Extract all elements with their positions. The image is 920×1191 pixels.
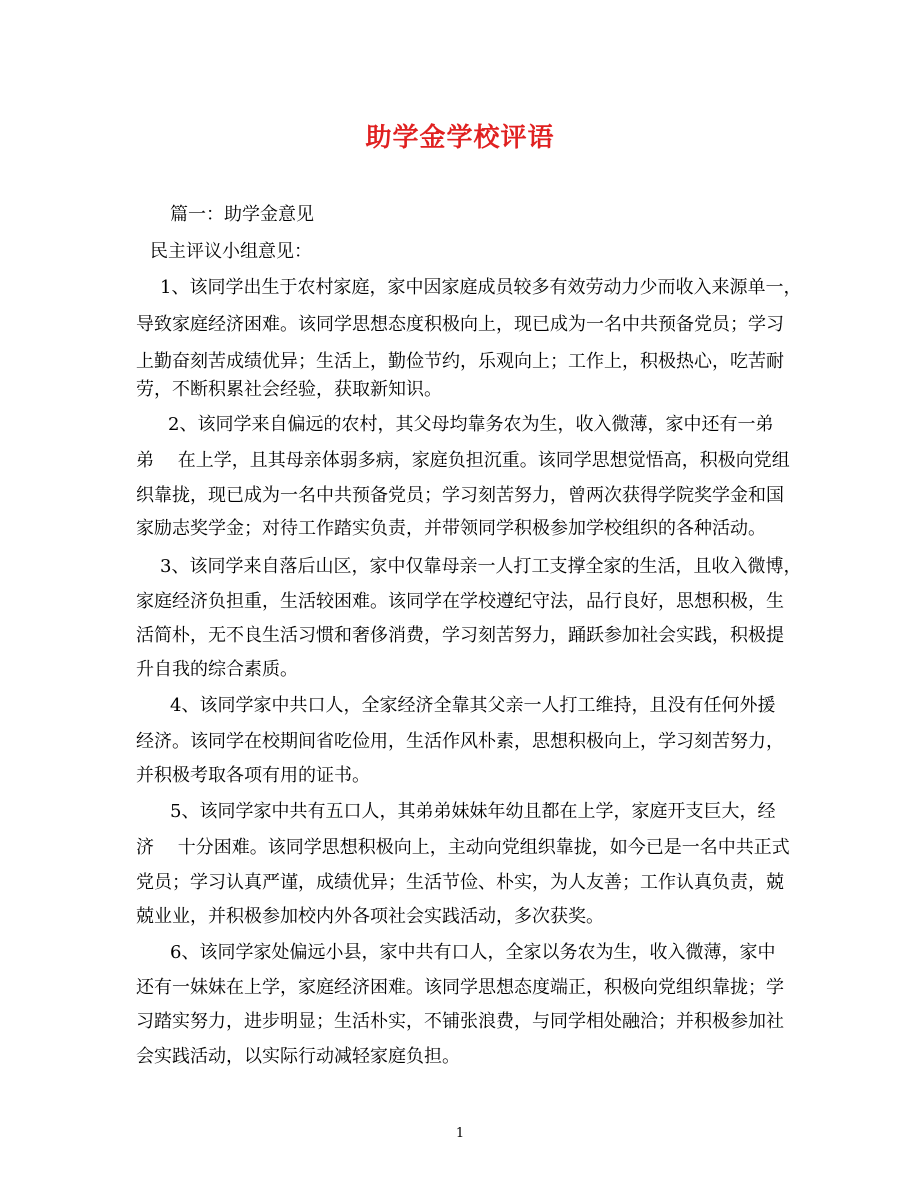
paragraph-3-line-1: 3、该同学来自落后山区，家中仅靠母亲一人打工支撑全家的生活，且收入微博，	[160, 556, 802, 577]
paragraph-3-line-3: 活简朴，无不良生活习惯和奢侈消费，学习刻苦努力，踊跃参加社会实践，积极提	[136, 625, 784, 646]
document-title: 助学金学校评语	[365, 123, 555, 153]
paragraph-3-line-2: 家庭经济负担重，生活较困难。该同学在学校遵纪守法，品行良好，思想积极，生	[136, 591, 784, 612]
section-heading: 篇一：助学金意见	[170, 204, 314, 225]
group-label: 民主评议小组意见：	[150, 241, 312, 262]
paragraph-6-line-4: 会实践活动，以实际行动减轻家庭负担。	[136, 1046, 460, 1067]
paragraph-2-line-4: 家励志奖学金；对待工作踏实负责，并带领同学积极参加学校组织的各种活动。	[136, 518, 766, 539]
paragraph-4-line-1: 4、该同学家中共口人，全家经济全靠其父亲一人打工维持，且没有任何外援	[170, 695, 776, 716]
paragraph-1-line-2: 导致家庭经济困难。该同学思想态度积极向上，现已成为一名中共预备党员；学习	[136, 314, 784, 335]
paragraph-2-line-2: 弟 在上学，且其母亲体弱多病，家庭负担沉重。该同学思想觉悟高，积极向党组	[136, 450, 790, 471]
paragraph-2-line-1: 2、该同学来自偏远的农村，其父母均靠务农为生，收入微薄，家中还有一弟	[168, 414, 774, 435]
paragraph-1-line-1: 1、该同学出生于农村家庭，家中因家庭成员较多有效劳动力少而收入来源单一，	[160, 277, 802, 298]
paragraph-4-line-2: 经济。该同学在校期间省吃俭用，生活作风朴素，思想积极向上，学习刻苦努力，	[136, 731, 784, 752]
paragraph-6-line-2: 还有一妹妹在上学，家庭经济困难。该同学思想态度端正，积极向党组织靠拢；学	[136, 977, 784, 998]
paragraph-5-line-4: 兢业业，并积极参加校内外各项社会实践活动，多次获奖。	[136, 906, 604, 927]
paragraph-6-line-3: 习踏实努力，进步明显；生活朴实，不铺张浪费，与同学相处融洽；并积极参加社	[136, 1011, 784, 1032]
paragraph-2-line-3: 织靠拢，现已成为一名中共预备党员；学习刻苦努力，曾两次获得学院奖学金和国	[136, 485, 784, 506]
paragraph-4-line-3: 并积极考取各项有用的证书。	[136, 765, 370, 786]
paragraph-3-line-4: 升自我的综合素质。	[136, 659, 298, 680]
paragraph-5-line-3: 党员；学习认真严谨，成绩优异；生活节俭、朴实，为人友善；工作认真负责，兢	[136, 872, 784, 893]
paragraph-6-line-1: 6、该同学家处偏远小县，家中共有口人，全家以务农为生，收入微薄，家中	[170, 942, 776, 963]
page-number: 1	[455, 1126, 465, 1141]
paragraph-1-line-4: 劳，不断积累社会经验，获取新知识。	[136, 379, 442, 400]
paragraph-5-line-2: 济 十分困难。该同学思想积极向上，主动向党组织靠拢，如今已是一名中共正式	[136, 837, 790, 858]
paragraph-1-line-3: 上勤奋刻苦成绩优异；生活上，勤俭节约，乐观向上；工作上，积极热心，吃苦耐	[136, 351, 784, 372]
paragraph-5-line-1: 5、该同学家中共有五口人，其弟弟妹妹年幼且都在上学，家庭开支巨大，经	[170, 801, 776, 822]
